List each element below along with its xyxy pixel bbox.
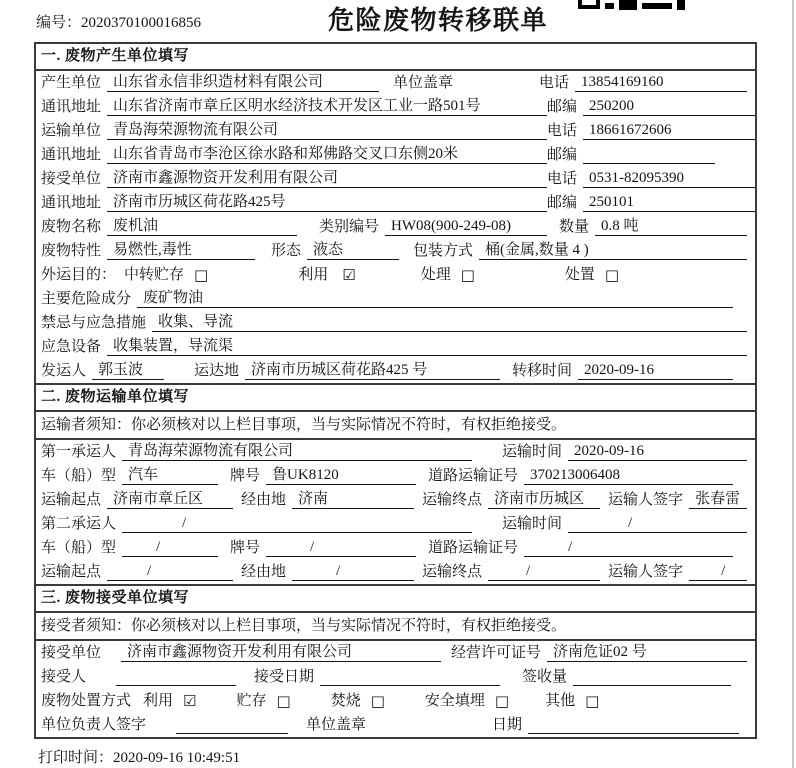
form-row	[36, 119, 755, 143]
second-carrier-value: /	[122, 514, 472, 533]
field-label: 利用	[298, 267, 329, 283]
section-header: 一. 废物产生单位填写	[36, 44, 755, 71]
field-label: 第一承运人	[41, 444, 117, 460]
second-terminal-value: /	[488, 562, 600, 581]
field-label: 邮编	[547, 99, 578, 115]
emergency-equipment-value: 收集装置，导流渠	[107, 337, 747, 356]
form-row	[36, 95, 755, 119]
second-road-permit-value: /	[524, 538, 733, 557]
origin-value: 济南市章丘区	[107, 490, 233, 509]
second-transport-date-value: /	[568, 514, 747, 533]
field-label: 形态	[271, 243, 302, 259]
transfer-date-value: 2020-09-16	[578, 361, 733, 380]
field-label: 主要危险成分	[41, 291, 132, 307]
field-label: 焚烧	[330, 693, 361, 709]
field-label: 运输终点	[422, 492, 483, 508]
form-row	[36, 689, 755, 713]
form-row	[36, 488, 755, 512]
vehicle-type-value: 汽车	[122, 466, 218, 485]
checkbox-treat: □	[460, 266, 475, 284]
producer-phone-value: 13854169160	[575, 73, 747, 92]
form-section	[36, 44, 755, 383]
field-label: 运达地	[194, 363, 240, 379]
disposal-method-label: 废物处置方式	[41, 693, 132, 709]
road-permit-value: 370213006408	[524, 466, 733, 485]
form-row	[36, 359, 755, 383]
qr-block	[619, 0, 637, 10]
accept-date-blank	[320, 667, 500, 686]
form-row	[36, 143, 755, 167]
field-label: 运输单位	[41, 123, 102, 139]
field-label: 通讯地址	[41, 195, 102, 211]
print-time	[38, 746, 796, 767]
license-number-value: 济南危证02 号	[547, 643, 747, 662]
field-label: 邮编	[547, 195, 578, 211]
field-label: 道路运输证号	[428, 540, 519, 556]
field-label: 牌号	[230, 540, 261, 556]
checkbox-incinerate: □	[370, 692, 385, 710]
document-header	[0, 0, 796, 42]
field-label: 日期	[492, 717, 523, 733]
section-header: 二. 废物运输单位填写	[36, 385, 755, 412]
form-section	[36, 383, 755, 584]
transporter-unit-value: 青岛海荣源物流有限公司	[107, 121, 547, 140]
field-label: 接受人	[41, 669, 87, 685]
form-row	[36, 536, 755, 560]
print-time-value: 2020-09-16 10:49:51	[113, 750, 241, 766]
field-label: 第二承运人	[41, 516, 117, 532]
field-label: 数量	[559, 219, 590, 235]
form-row	[36, 191, 755, 215]
field-label: 中转贮存	[124, 267, 185, 283]
field-label: 电话	[547, 171, 578, 187]
checkbox-landfill: □	[494, 692, 510, 710]
receiver-unit-value: 济南市鑫源物资开发利用有限公司	[107, 169, 547, 188]
form-row	[36, 641, 755, 665]
second-plate-value: /	[266, 538, 416, 557]
unit-seal-label: 单位盖章	[306, 717, 367, 733]
second-carrier-signature-value: /	[689, 562, 747, 581]
carrier-signature-value: 张春雷	[689, 490, 747, 509]
field-label: 运输起点	[41, 492, 102, 508]
transporter-postcode-blank	[583, 145, 715, 164]
date-blank	[528, 715, 739, 734]
field-label: 经由地	[241, 564, 287, 580]
transport-date-value: 2020-09-16	[568, 442, 747, 461]
field-label: 通讯地址	[41, 99, 102, 115]
field-label: 发运人	[41, 363, 87, 379]
form-row	[36, 665, 755, 689]
qr-block	[578, 0, 600, 9]
form-row	[36, 560, 755, 584]
field-label: 转移时间	[512, 363, 573, 379]
producer-postcode-value: 250200	[583, 97, 755, 116]
serial-value: 2020370100016856	[81, 15, 202, 31]
checkbox-dispose: □	[604, 266, 620, 284]
field-label: 处理	[420, 267, 451, 283]
receiver-notice: 接受者须知：你必须核对以上栏目事项，当与实际情况不符时，有权拒绝接受。	[36, 613, 755, 641]
serial-label: 编号：	[36, 15, 82, 31]
form-row	[36, 287, 755, 311]
form-row	[36, 263, 755, 287]
field-label: 经营许可证号	[451, 645, 542, 661]
checkbox-transfer-storage: □	[194, 266, 209, 284]
field-label: 运输时间	[502, 444, 563, 460]
hazard-component-value: 废矿物油	[137, 289, 733, 308]
checkbox-store: □	[276, 692, 291, 710]
checkbox-utilize: ☑	[342, 266, 356, 284]
field-label: 电话	[538, 75, 569, 91]
field-label: 接受单位	[41, 171, 102, 187]
form-row	[36, 512, 755, 536]
field-label: 包装方式	[413, 243, 474, 259]
plate-number-value: 鲁UK8120	[266, 466, 416, 485]
page-title: 危险废物转移联单	[328, 6, 549, 35]
transporter-notice: 运输者须知：你必须核对以上栏目事项，当与实际情况不符时，有权拒绝接受。	[36, 412, 755, 440]
field-label: 通讯地址	[41, 147, 102, 163]
unit-seal-label: 单位盖章	[393, 75, 454, 91]
qr-code-partial-icon	[578, 0, 685, 11]
waste-form-value: 液态	[307, 241, 399, 260]
quantity-value: 0.8 吨	[595, 217, 747, 236]
field-label: 运输起点	[41, 564, 102, 580]
field-label: 邮编	[547, 147, 578, 163]
producer-address-value: 山东省济南市章丘区明水经济技术开发区工业一路501号	[107, 97, 547, 116]
field-label: 车（船）型	[41, 468, 117, 484]
waste-name-value: 废机油	[107, 217, 297, 236]
checkbox-other: □	[585, 692, 600, 710]
form-row	[36, 167, 755, 191]
field-label: 废物特性	[41, 243, 102, 259]
field-label: 道路运输证号	[428, 468, 519, 484]
transporter-address-value: 山东省青岛市李沧区徐水路和郑佛路交叉口东侧20米	[107, 145, 547, 164]
producer-unit-value: 山东省永信非织造材料有限公司	[107, 73, 379, 92]
responsible-signature-blank	[176, 715, 288, 734]
qr-block	[605, 3, 614, 9]
transfer-manifest-form	[34, 42, 757, 739]
accept-unit-value: 济南市鑫源物资开发利用有限公司	[121, 643, 441, 662]
field-label: 牌号	[230, 468, 261, 484]
qr-block	[642, 3, 672, 9]
terminal-value: 济南市历城区	[488, 490, 600, 509]
form-row	[36, 713, 755, 737]
received-quantity-blank	[573, 667, 731, 686]
via-value: 济南	[292, 490, 414, 509]
field-label: 产生单位	[41, 75, 102, 91]
field-label: 运输人签字	[608, 564, 684, 580]
form-row	[36, 215, 755, 239]
print-time-label: 打印时间：	[38, 750, 114, 766]
second-vehicle-type-value: /	[122, 538, 218, 557]
form-section	[36, 584, 755, 737]
receiver-address-value: 济南市历城区荷花路425号	[107, 193, 547, 212]
field-label: 电话	[547, 123, 578, 139]
waste-property-value: 易燃性,毒性	[107, 241, 255, 260]
field-label: 类别编号	[319, 219, 380, 235]
serial-number	[36, 11, 201, 32]
form-row	[36, 71, 755, 95]
field-label: 单位负责人签字	[41, 717, 147, 733]
checkbox-recv-utilize: ☑	[183, 692, 197, 710]
field-label: 处置	[564, 267, 595, 283]
field-label: 车（船）型	[41, 540, 117, 556]
field-label: 贮存	[236, 693, 267, 709]
form-row	[36, 335, 755, 359]
field-label: 运输时间	[502, 516, 563, 532]
first-carrier-value: 青岛海荣源物流有限公司	[122, 442, 472, 461]
transfer-purpose-label: 外运目的：	[41, 267, 117, 283]
field-label: 废物名称	[41, 219, 102, 235]
field-label: 运输终点	[422, 564, 483, 580]
field-label: 利用	[143, 693, 174, 709]
section-header: 三. 废物接受单位填写	[36, 586, 755, 613]
field-label: 经由地	[241, 492, 287, 508]
field-label: 其他	[545, 693, 576, 709]
precaution-value: 收集、导流	[152, 313, 747, 332]
acceptor-blank	[116, 667, 236, 686]
second-via-value: /	[292, 562, 414, 581]
form-row	[36, 239, 755, 263]
form-row	[36, 311, 755, 335]
receiver-phone-value: 0531-82095390	[583, 169, 755, 188]
second-origin-value: /	[107, 562, 233, 581]
receiver-postcode-value: 250101	[583, 193, 755, 212]
field-label: 运输人签字	[608, 492, 684, 508]
field-label: 接受单位	[41, 645, 102, 661]
field-label: 应急设备	[41, 339, 102, 355]
destination-value: 济南市历城区荷花路425 号	[245, 361, 500, 380]
consignor-value: 郭玉波	[92, 361, 164, 380]
form-row	[36, 440, 755, 464]
field-label: 禁忌与应急措施	[41, 315, 147, 331]
category-code-value: HW08(900-249-08)	[385, 217, 547, 236]
page-edge-line	[792, 0, 794, 768]
packaging-value: 桶(金属,数量 4 )	[479, 241, 747, 260]
transporter-phone-value: 18661672606	[583, 121, 755, 140]
form-row	[36, 464, 755, 488]
field-label: 安全填埋	[424, 693, 485, 709]
field-label: 接受日期	[254, 669, 315, 685]
field-label: 签收量	[522, 669, 568, 685]
qr-block	[677, 0, 685, 10]
